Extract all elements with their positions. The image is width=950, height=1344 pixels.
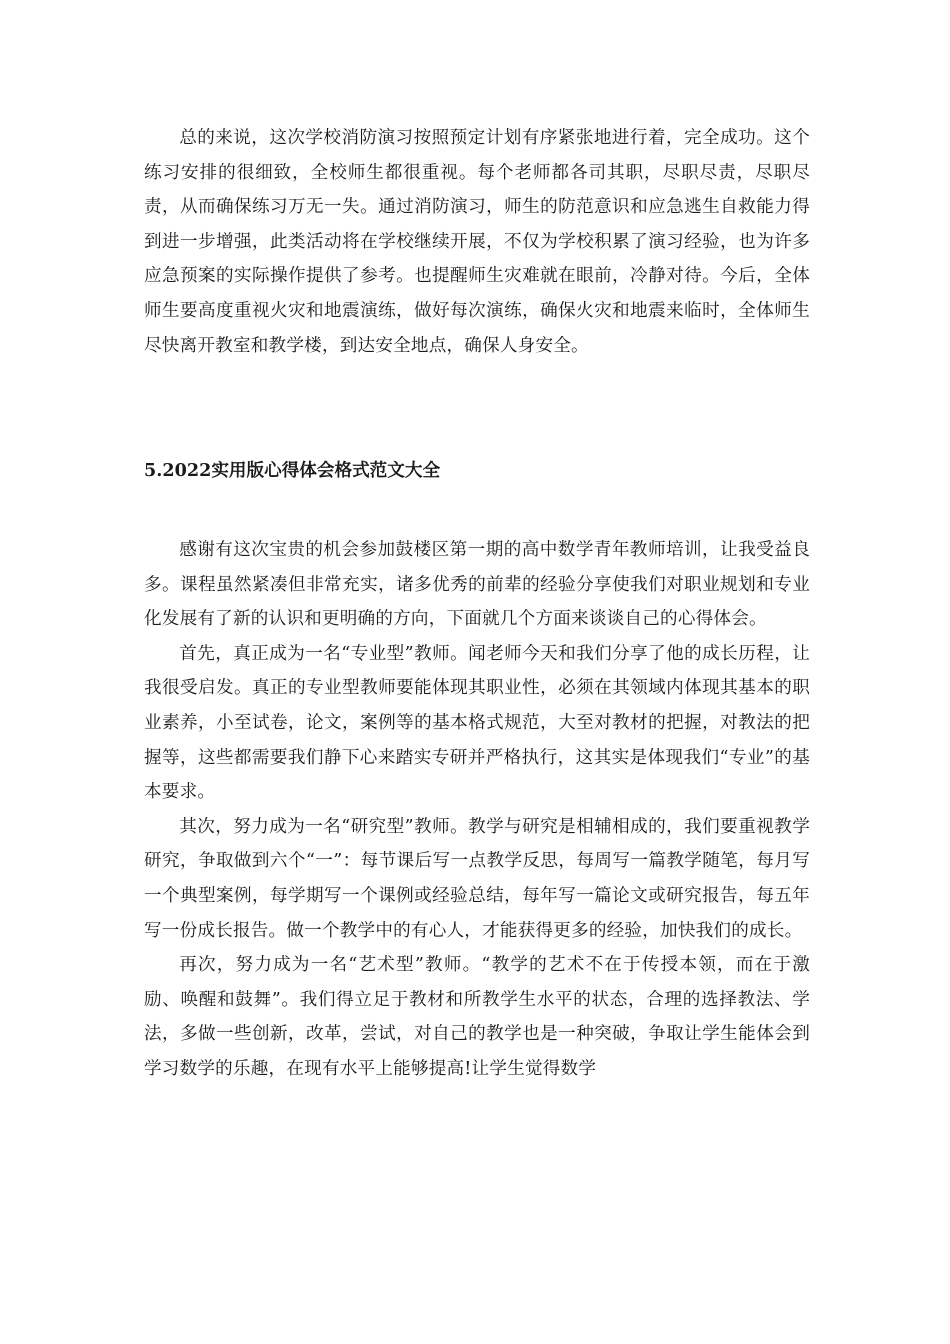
section-heading: 5.2022实用版心得体会格式范文大全: [144, 460, 441, 481]
paragraph: 再次，努力成为一名“艺术型”教师。“教学的艺术不在于传授本领，而在于激励、唤醒和鼓舞”。我们得立足于教材和所教学生水平的状态，合理的选择教法、学法，多做一些创新，改革，尝试，对自己的教学也是一种突破，争取让学生能体会到学习数学的乐趣，在现有水平上能够提高!让学生觉得数学: [144, 955, 810, 1079]
paragraph: 其次，努力成为一名“研究型”教师。教学与研究是相辅相成的，我们要重视教学研究，争取做到六个“一”：每节课后写一点教学反思，每周写一篇教学随笔，每月写一个典型案例，每学期写一个课例或经验总结，每年写一篇论文或研究报告，每五年写一份成长报告。做一个教学中的有心人，才能获得更多的经验，加快我们的成长。: [144, 816, 810, 941]
paragraph: 感谢有这次宝贵的机会参加鼓楼区第一期的高中数学青年教师培训，让我受益良多。课程虽然紧凑但非常充实，诸多优秀的前辈的经验分享使我们对职业规划和专业化发展有了新的认识和更明确的方向，下面就几个方面来谈谈自己的心得体会。: [144, 540, 810, 630]
section-body: [144, 533, 810, 1087]
paragraph: 总的来说，这次学校消防演习按照预定计划有序紧张地进行着，完全成功。这个练习安排的很细致，全校师生都很重视。每个老师都各司其职，尽职尽责，尽职尽责，从而确保练习万无一失。通过消防演习，师生的防范意识和应急逃生自救能力得到进一步增强，此类活动将在学校继续开展，不仅为学校积累了演习经验，也为许多应急预案的实际操作提供了参考。也提醒师生灾难就在眼前，冷静对待。今后，全体师生要高度重视火灾和地震演练，做好每次演练，确保火灾和地震来临时，全体师生尽快离开教室和教学楼，到达安全地点，确保人身安全。: [144, 128, 810, 356]
paragraph: 首先，真正成为一名“专业型”教师。闻老师今天和我们分享了他的成长历程，让我很受启发。真正的专业型教师要能体现其职业性，必须在其领域内体现其基本的职业素养，小至试卷，论文，案例等的基本格式规范，大至对教材的把握，对教法的把握等，这些都需要我们静下心来踏实专研并严格执行，这其实是体现我们“专业”的基本要求。: [144, 643, 810, 803]
previous-section-body: [144, 121, 810, 363]
